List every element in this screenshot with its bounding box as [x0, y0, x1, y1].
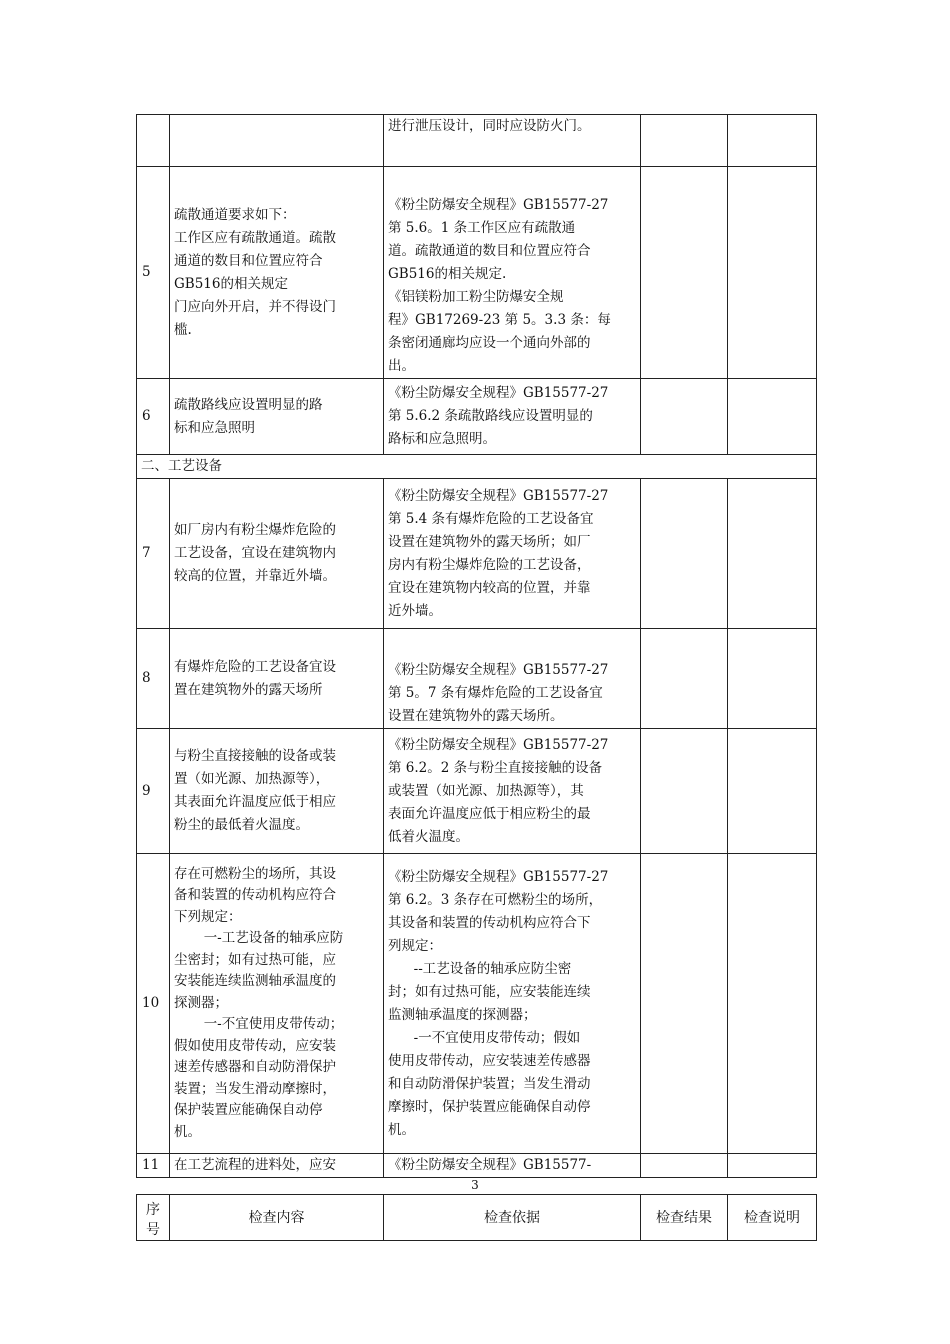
row-number: 11 — [137, 1154, 170, 1178]
check-basis-cell — [384, 379, 641, 455]
page-number: 3 — [471, 1178, 479, 1192]
basis-line: 和自动防滑保护装置；当发生滑动 — [388, 1075, 591, 1092]
basis-line: 设置在建筑物外的露天场所。 — [388, 708, 564, 724]
check-note-cell[interactable] — [728, 379, 817, 455]
content-line: 疏散通道要求如下： — [174, 206, 296, 223]
check-result-cell[interactable] — [641, 479, 728, 629]
basis-line: 《粉尘防爆安全规程》GB15577- — [388, 1157, 592, 1173]
basis-line: 程》GB17269-23 第 5。3.3 条：每 — [388, 312, 611, 328]
row-number: 9 — [137, 729, 170, 854]
basis-line: 道。疏散通道的数目和位置应符合 — [388, 243, 591, 259]
basis-line: 表面允许温度应低于相应粉尘的最 — [388, 805, 591, 822]
check-result-cell[interactable] — [641, 1154, 728, 1178]
content-line: 假如使用皮带传动，应安装 — [174, 1037, 336, 1054]
basis-line: 列规定： — [388, 937, 442, 954]
basis-line: 第 6.2。3 条存在可燃粉尘的场所， — [388, 891, 603, 908]
content-line: GB516的相关规定 — [174, 275, 288, 292]
check-note-cell[interactable] — [728, 854, 817, 1154]
table-row — [137, 1154, 817, 1178]
table-row — [137, 729, 817, 854]
check-result-cell[interactable] — [641, 854, 728, 1154]
content-line: 一-工艺设备的轴承应防 — [203, 930, 344, 947]
content-line: 速差传感器和自动防滑保护 — [174, 1059, 336, 1076]
content-line: 粉尘的最低着火温度。 — [174, 817, 309, 833]
section-row — [137, 455, 817, 479]
header-note: 检查说明 — [728, 1195, 817, 1241]
table-row — [137, 854, 817, 1154]
content-line: 槛. — [174, 321, 192, 338]
check-content-cell — [170, 629, 384, 729]
content-line: 置在建筑物外的露天场所 — [174, 681, 323, 698]
section-title: 二、工艺设备 — [137, 455, 817, 479]
content-line: 装置；当发生滑动摩擦时， — [174, 1080, 336, 1097]
check-basis-cell — [384, 115, 641, 167]
content-line: 工艺设备，宜设在建筑物内 — [174, 545, 336, 561]
table-row — [137, 167, 817, 379]
table-header — [136, 1194, 817, 1241]
basis-line: 宜设在建筑物内较高的位置，并靠 — [388, 579, 591, 596]
row-number: 6 — [137, 379, 170, 455]
basis-line: 《粉尘防爆安全规程》GB15577-27 — [388, 868, 609, 885]
basis-line: 《粉尘防爆安全规程》GB15577-27 — [388, 736, 609, 753]
check-result-cell[interactable] — [641, 629, 728, 729]
basis-line: 其设备和装置的传动机构应符合下 — [388, 914, 591, 931]
row-number — [137, 115, 170, 167]
basis-line: 第 5。7 条有爆炸危险的工艺设备宜 — [388, 685, 603, 701]
check-note-cell[interactable] — [728, 629, 817, 729]
basis-line: 设置在建筑物外的露天场所；如厂 — [388, 533, 591, 550]
check-basis-cell — [384, 167, 641, 379]
check-note-cell[interactable] — [728, 1154, 817, 1178]
content-line: 安装能连续监测轴承温度的 — [174, 973, 336, 990]
check-note-cell[interactable] — [728, 115, 817, 167]
content-line: 如厂房内有粉尘爆炸危险的 — [174, 522, 336, 538]
basis-line: 《铝镁粉加工粉尘防爆安全规 — [388, 289, 564, 305]
check-content-cell — [170, 479, 384, 629]
check-content-cell — [170, 379, 384, 455]
basis-line: 《粉尘防爆安全规程》GB15577-27 — [388, 385, 609, 401]
basis-line: 第 5.6.2 条疏散路线应设置明显的 — [388, 408, 593, 424]
header-seq: 序号 — [137, 1195, 170, 1241]
check-note-cell[interactable] — [728, 167, 817, 379]
content-line: 工作区应有疏散通道。疏散 — [174, 229, 336, 246]
basis-line: 《粉尘防爆安全规程》GB15577-27 — [388, 487, 609, 504]
check-content-cell — [170, 854, 384, 1154]
content-line: 门应向外开启，并不得设门 — [174, 298, 336, 315]
basis-line: 封；如有过热可能，应安装能连续 — [388, 983, 591, 1000]
basis-line: 路标和应急照明。 — [388, 431, 496, 447]
content-line: 备和装置的传动机构应符合 — [174, 887, 336, 904]
basis-line: 第 6.2。2 条与粉尘直接接触的设备 — [388, 759, 603, 776]
basis-line: 机。 — [388, 1121, 415, 1138]
basis-line: 《粉尘防爆安全规程》GB15577-27 — [388, 662, 609, 678]
check-content-cell — [170, 729, 384, 854]
table-row — [137, 115, 817, 167]
basis-line: 出。 — [388, 358, 415, 374]
basis-line: 第 5.6。1 条工作区应有疏散通 — [388, 220, 576, 236]
check-content-cell — [170, 167, 384, 379]
check-basis-cell — [384, 729, 641, 854]
check-basis-cell — [384, 854, 641, 1154]
basis-line: 使用皮带传动，应安装速差传感器 — [388, 1052, 591, 1069]
content-line: 置（如光源、加热源等）， — [174, 771, 330, 787]
check-basis-cell — [384, 629, 641, 729]
content-line: 存在可燃粉尘的场所，其设 — [174, 865, 336, 882]
basis-line: --工艺设备的轴承应防尘密 — [413, 960, 572, 977]
basis-line: 第 5.4 条有爆炸危险的工艺设备宜 — [388, 510, 594, 527]
check-note-cell[interactable] — [728, 479, 817, 629]
basis-line: 近外墙。 — [388, 602, 442, 619]
content-line: 疏散路线应设置明显的路 — [174, 396, 323, 413]
content-line: 有爆炸危险的工艺设备宜设 — [174, 658, 336, 675]
header-content: 检查内容 — [170, 1195, 384, 1241]
basis-line: 条密闭通廊均应设一个通向外部的 — [388, 335, 591, 351]
basis-line: 进行泄压设计，同时应设防火门。 — [388, 118, 591, 134]
check-result-cell[interactable] — [641, 379, 728, 455]
check-note-cell[interactable] — [728, 729, 817, 854]
row-number: 5 — [137, 167, 170, 379]
table-row — [137, 479, 817, 629]
basis-line: 低着火温度。 — [388, 828, 469, 845]
check-result-cell[interactable] — [641, 115, 728, 167]
basis-line: 或装置（如光源、加热源等），其 — [388, 782, 584, 799]
header-basis: 检查依据 — [384, 1195, 641, 1241]
row-number: 7 — [137, 479, 170, 629]
check-content-cell — [170, 1154, 384, 1178]
table-row — [137, 379, 817, 455]
content-line: 一-不宜使用皮带传动； — [203, 1016, 344, 1033]
basis-line: -一不宜使用皮带传动；假如 — [413, 1029, 581, 1046]
header-row — [137, 1195, 817, 1241]
check-basis-cell — [384, 479, 641, 629]
basis-line: 摩擦时，保护装置应能确保自动停 — [388, 1098, 591, 1115]
content-line: 较高的位置，并靠近外墙。 — [174, 568, 336, 584]
row-number: 8 — [137, 629, 170, 729]
content-line: 通道的数目和位置应符合 — [174, 252, 323, 269]
basis-line: 《粉尘防爆安全规程》GB15577-27 — [388, 197, 609, 213]
content-line: 在工艺流程的进料处，应安 — [174, 1157, 336, 1173]
check-result-cell[interactable] — [641, 729, 728, 854]
basis-line: 房内有粉尘爆炸危险的工艺设备， — [388, 556, 591, 573]
check-result-cell[interactable] — [641, 167, 728, 379]
content-line: 尘密封；如有过热可能，应 — [174, 951, 336, 968]
row-number: 10 — [137, 854, 170, 1154]
basis-line: GB516的相关规定. — [388, 266, 507, 282]
basis-line: 监测轴承温度的探测器； — [388, 1006, 537, 1023]
inspection-table — [136, 114, 817, 1178]
content-line: 与粉尘直接接触的设备或装 — [174, 748, 336, 764]
content-line: 标和应急照明 — [174, 419, 255, 436]
check-content-cell — [170, 115, 384, 167]
table-row — [137, 629, 817, 729]
content-line: 保护装置应能确保自动停 — [174, 1102, 323, 1119]
content-line: 下列规定： — [174, 908, 242, 925]
content-line: 机。 — [174, 1123, 201, 1140]
content-line: 其表面允许温度应低于相应 — [174, 794, 336, 810]
header-result: 检查结果 — [641, 1195, 728, 1241]
check-basis-cell — [384, 1154, 641, 1178]
content-line: 探测器； — [174, 994, 228, 1011]
